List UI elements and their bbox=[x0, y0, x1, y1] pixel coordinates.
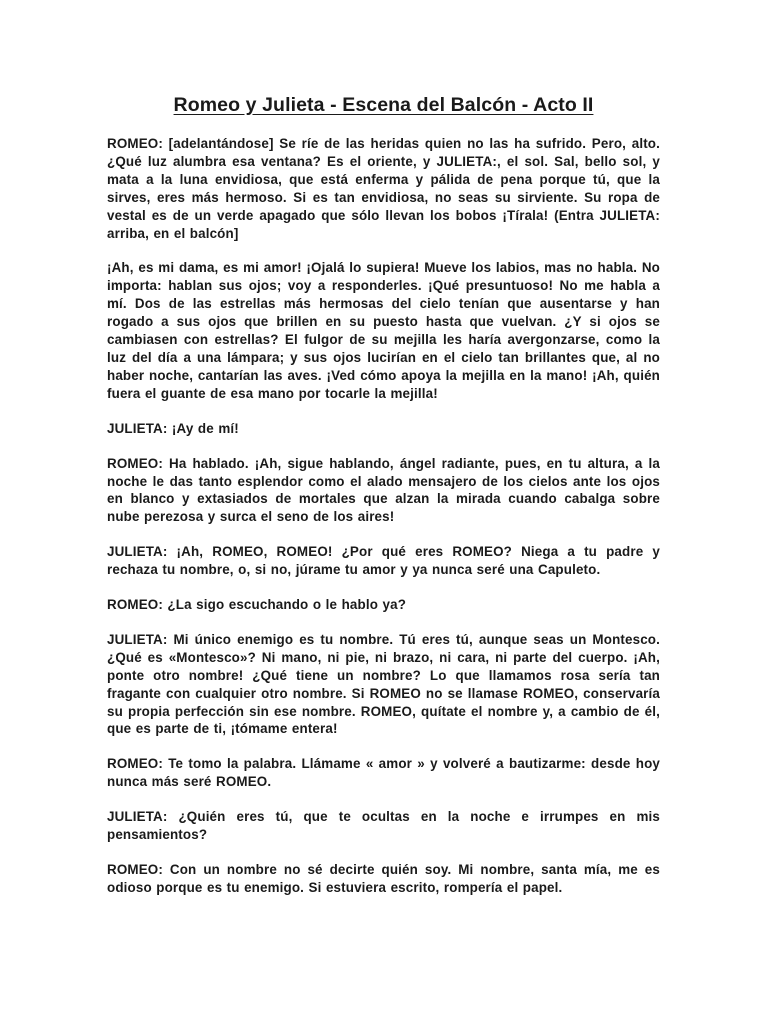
paragraph-4: ROMEO: Ha hablado. ¡Ah, sigue hablando, ángel radiante, pues, en tu altura, a la noche le das tanto esplendor como el alado mensajero de los cielos ante los ojos en blanco y extasiados de mortales que alzan la mirada cuando cabalga sobre nube perezosa y surca el seno de los aires! bbox=[107, 455, 660, 525]
paragraph-5: JULIETA: ¡Ah, ROMEO, ROMEO! ¿Por qué eres ROMEO? Niega a tu padre y rechaza tu nombre, o, si no, júrame tu amor y ya nunca seré una Capuleto. bbox=[107, 544, 660, 578]
paragraph-3: JULIETA: ¡Ay de mí! bbox=[107, 420, 239, 436]
page-title: Romeo y Julieta - Escena del Balcón - Acto II bbox=[173, 94, 594, 116]
paragraph-10: ROMEO: Con un nombre no sé decirte quién soy. Mi nombre, santa mía, me es odioso porque es tu enemigo. Si estuviera escrito, rompería el papel. bbox=[107, 862, 660, 895]
paragraph-8: ROMEO: Te tomo la palabra. Llámame « amor » y volveré a bautizarme: desde hoy nunca más seré ROMEO. bbox=[107, 756, 660, 790]
paragraph-7: JULIETA: Mi único enemigo es tu nombre. Tú eres tú, aunque seas un Montesco. ¿Qué es «Montesco»? Ni mano, ni pie, ni brazo, ni cara, ni parte del cuerpo. ¡Ah, ponte otro nombre! ¿Qué tiene un nombre? Lo que llamamos rosa sería tan fragante con cualquier otro nombre. Si ROMEO no se llamase ROMEO, conservaría su propia perfección sin ese nombre. ROMEO, quítate el nombre y, a cambio de él, que es parte de ti, ¡tómame entera! bbox=[107, 631, 660, 737]
paragraph-2: ¡Ah, es mi dama, es mi amor! ¡Ojalá lo supiera! Mueve los labios, mas no habla. No importa: hablan sus ojos; voy a responderles. ¡Qué presuntuoso! No me habla a mí. Dos de las estrellas más hermosas del cielo tenían que ausentarse y han rogado a sus ojos que brillen en su puesto hasta que vuelvan. ¿Y si ojos se cambiasen con estrellas? El fulgor de su mejilla les haría avergonzarse, como la luz del día a una lámpara; y sus ojos lucirían en el cielo tan brillantes que, al no haber noche, cantarían las aves. ¡Ved cómo apoya la mejilla en la mano! ¡Ah, quién fuera el guante de esa mano por tocarle la mejilla! bbox=[107, 260, 660, 401]
paragraph-6: ROMEO: ¿La sigo escuchando o le hablo ya? bbox=[107, 597, 407, 613]
paragraph-9: JULIETA: ¿Quién eres tú, que te ocultas en la noche e irrumpes en mis pensamientos? bbox=[107, 809, 660, 843]
paragraph-1: ROMEO: [adelantándose] Se ríe de las heridas quien no las ha sufrido. Pero, alto. ¿Qué luz alumbra esa ventana? Es el oriente, y JULIETA:, el sol. Sal, bello sol, y mata a la luna envidiosa, que está enferma y pálida de pena porque tú, que la sirves, eres más hermoso. Si es tan envidiosa, no seas su sirviente. Su ropa de vestal es de un verde apagado que sólo llevan los bobos ¡Tírala! (Entra JULIETA: arriba, en el balcón] bbox=[107, 136, 660, 241]
